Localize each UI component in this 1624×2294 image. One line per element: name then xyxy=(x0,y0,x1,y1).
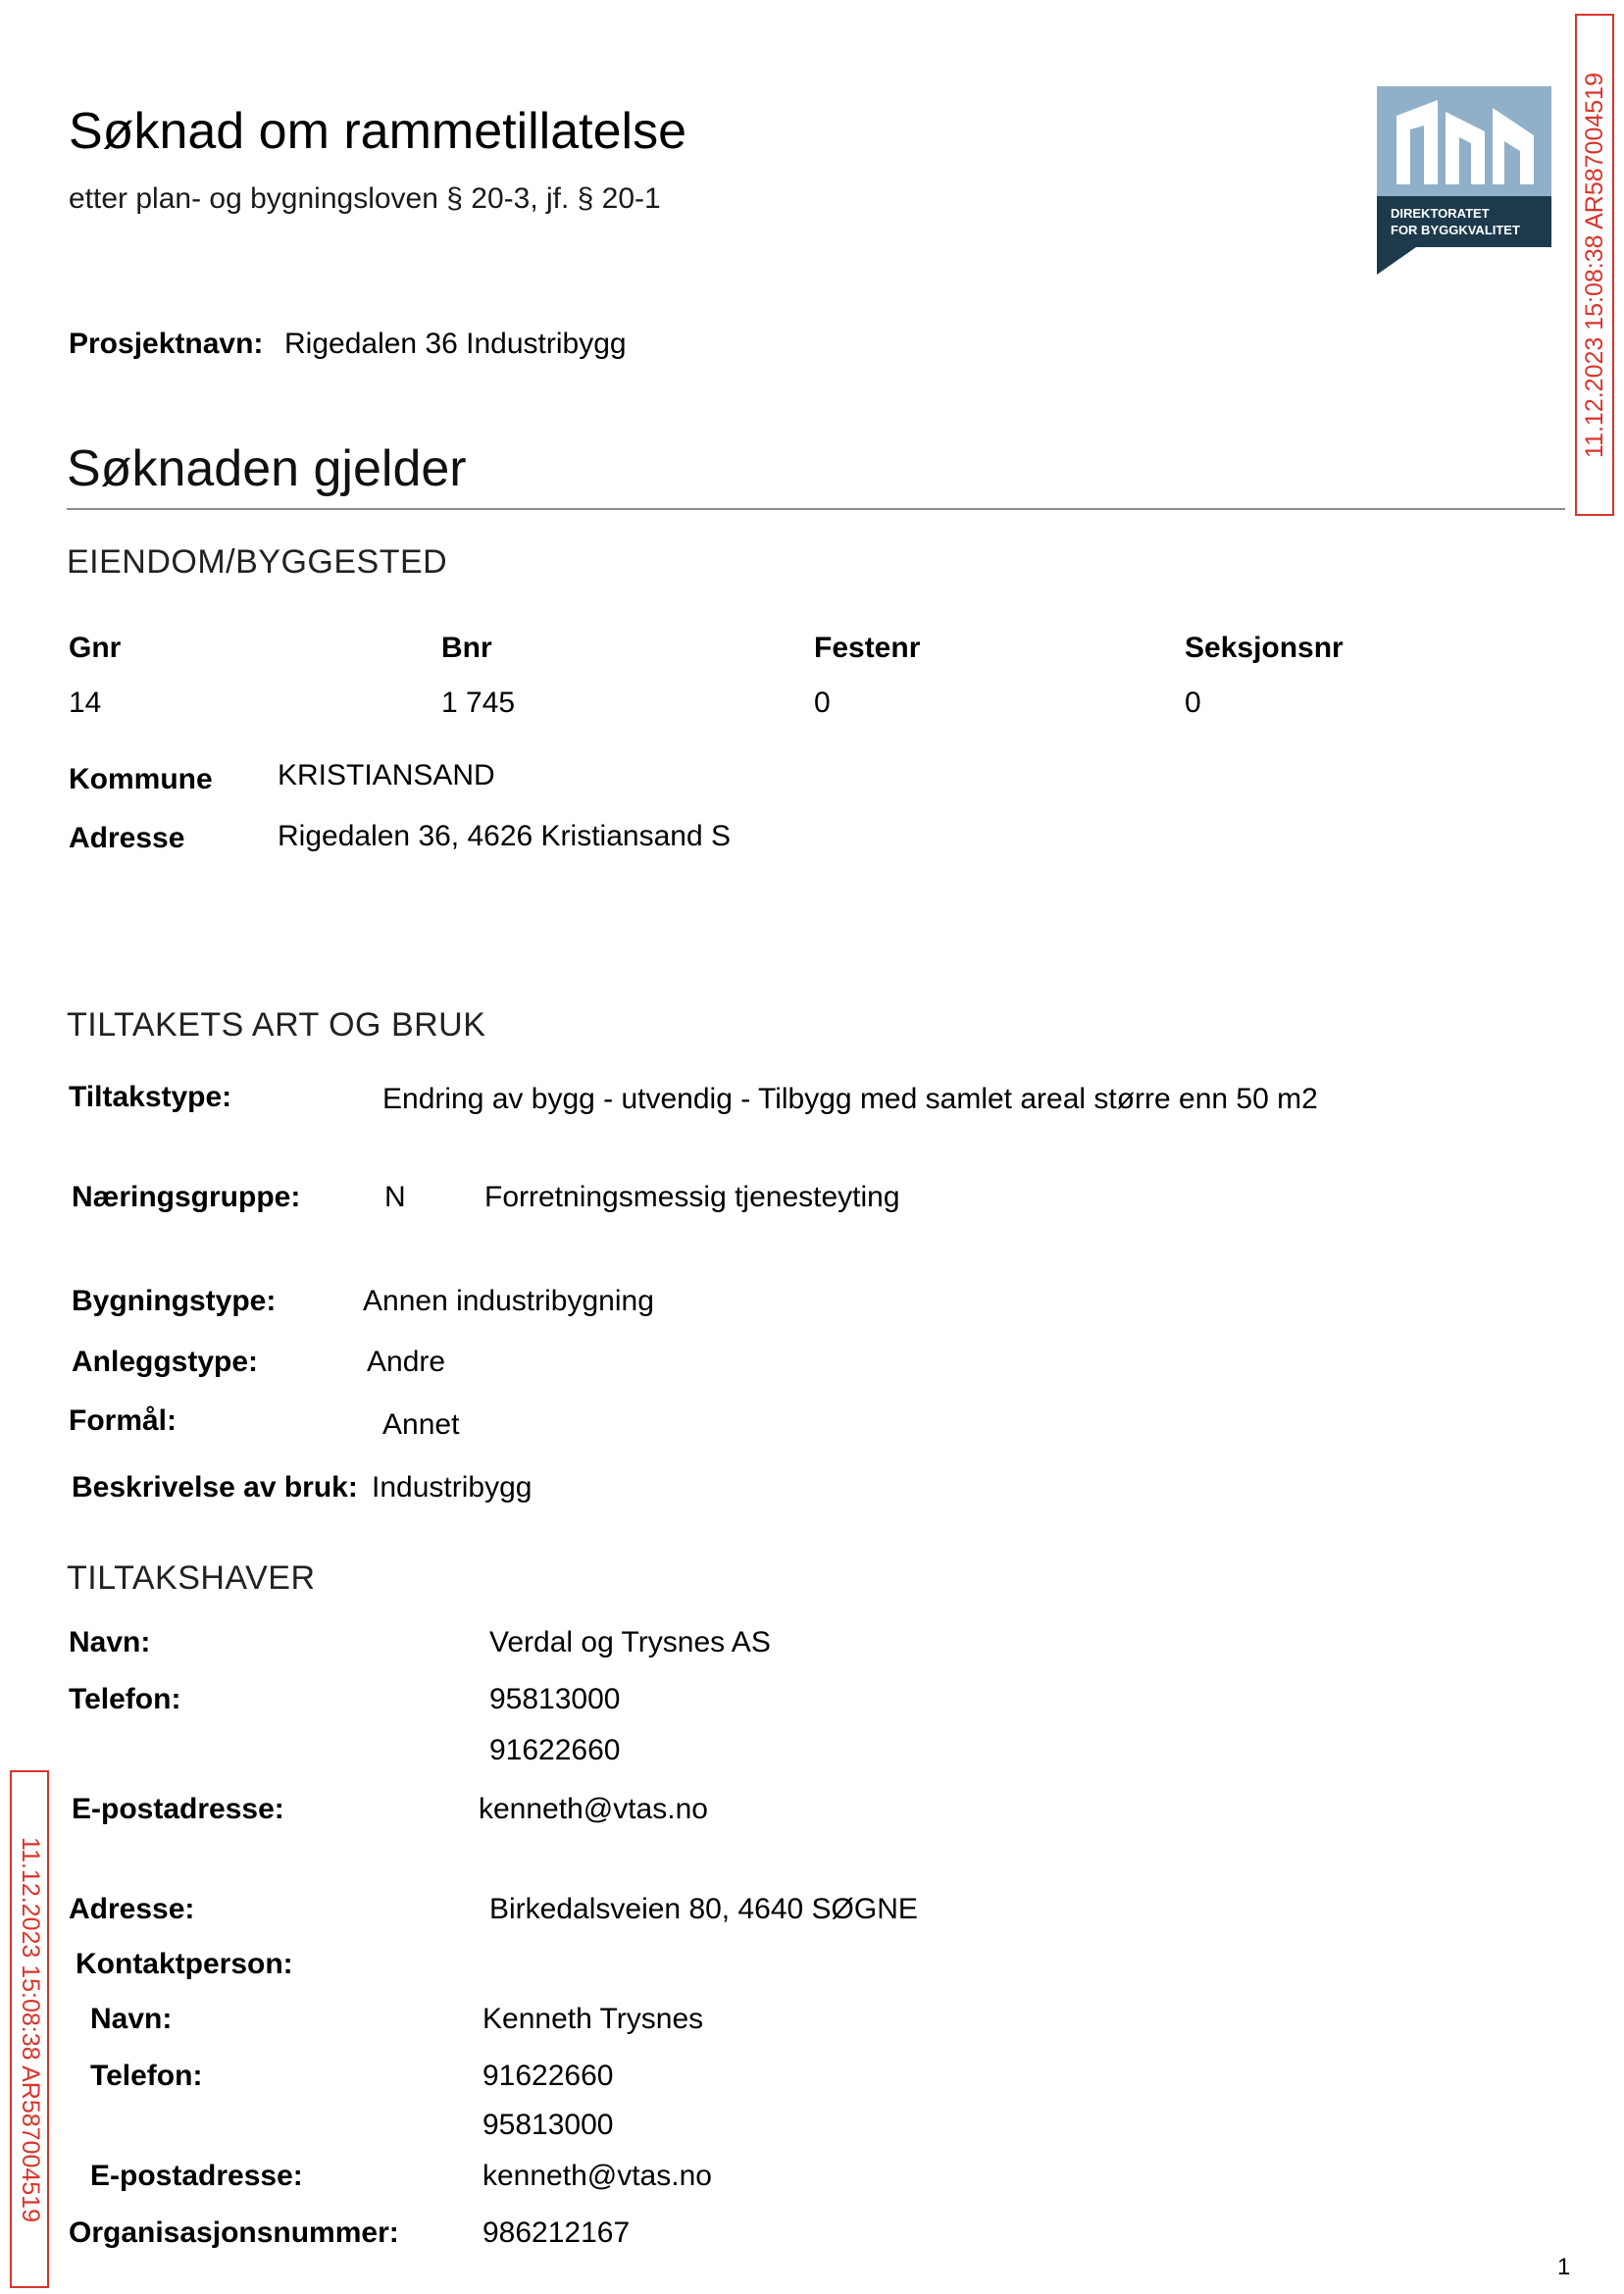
section-title: Søknaden gjelder xyxy=(67,440,467,497)
kontakt-navn-value: Kenneth Trysnes xyxy=(482,2003,704,2035)
bnr-label: Bnr xyxy=(441,632,492,664)
page-number: 1 xyxy=(1557,2254,1571,2280)
logo-building-icon xyxy=(1377,86,1551,196)
gnr-value: 14 xyxy=(69,687,102,719)
kontakt-telefon-2: 95813000 xyxy=(482,2109,614,2141)
naeringsgruppe-code: N xyxy=(384,1181,406,1213)
anleggstype-label: Anleggstype: xyxy=(72,1346,259,1378)
organisasjonsnummer-value: 986212167 xyxy=(482,2217,631,2249)
festenr-value: 0 xyxy=(814,687,831,719)
adresse-label: Adresse xyxy=(69,822,185,854)
kommune-value: KRISTIANSAND xyxy=(278,759,495,791)
archive-stamp-left: 11.12.2023 15:08:38 AR587004519 xyxy=(10,1770,49,2288)
tiltakshaver-heading: TILTAKSHAVER xyxy=(67,1559,316,1597)
tiltakshaver-telefon-2: 91622660 xyxy=(489,1734,621,1766)
tiltakstype-value: Endring av bygg - utvendig - Tilbygg med samlet areal større enn 50 m2 xyxy=(382,1083,1318,1115)
gnr-label: Gnr xyxy=(69,632,122,664)
logo-building-mark xyxy=(1377,86,1551,196)
tiltakshaver-epost-value: kenneth@vtas.no xyxy=(479,1793,708,1825)
tiltakstype-label: Tiltakstype: xyxy=(69,1081,232,1113)
project-value: Rigedalen 36 Industribygg xyxy=(284,328,627,360)
tiltak-heading: TILTAKETS ART OG BRUK xyxy=(67,1006,486,1044)
seksjonsnr-label: Seksjonsnr xyxy=(1185,632,1344,664)
bruk-value: Industribygg xyxy=(372,1471,533,1504)
seksjonsnr-value: 0 xyxy=(1185,687,1201,719)
logo-text: DIREKTORATET FOR BYGGKVALITET xyxy=(1377,196,1551,247)
bygningstype-value: Annen industribygning xyxy=(363,1285,654,1317)
festenr-label: Festenr xyxy=(814,632,921,664)
anleggstype-value: Andre xyxy=(367,1346,446,1378)
tiltakshaver-telefon-1: 95813000 xyxy=(489,1683,621,1715)
logo-flag xyxy=(1377,247,1416,275)
kontakt-epost-value: kenneth@vtas.no xyxy=(482,2160,712,2192)
bruk-label: Beskrivelse av bruk: xyxy=(72,1471,358,1504)
organisasjonsnummer-label: Organisasjonsnummer: xyxy=(69,2217,399,2249)
kontakt-epost-label: E-postadresse: xyxy=(90,2160,303,2192)
bygningstype-label: Bygningstype: xyxy=(72,1285,277,1317)
eiendom-heading: EIENDOM/BYGGESTED xyxy=(67,543,448,581)
tiltakshaver-adresse-label: Adresse: xyxy=(69,1893,195,1925)
tiltakshaver-telefon-label: Telefon: xyxy=(69,1683,181,1715)
archive-stamp-top: 11.12.2023 15:08:38 AR587004519 xyxy=(1575,14,1614,516)
adresse-value: Rigedalen 36, 4626 Kristiansand S xyxy=(278,820,731,852)
kontakt-navn-label: Navn: xyxy=(90,2003,173,2035)
kontaktperson-label: Kontaktperson: xyxy=(76,1948,293,1980)
tiltakshaver-navn-label: Navn: xyxy=(69,1626,151,1658)
naeringsgruppe-label: Næringsgruppe: xyxy=(72,1181,301,1213)
kontakt-telefon-label: Telefon: xyxy=(90,2060,203,2092)
tiltakshaver-adresse-value: Birkedalsveien 80, 4640 SØGNE xyxy=(489,1893,918,1925)
formal-value: Annet xyxy=(382,1408,460,1441)
kontakt-telefon-1: 91622660 xyxy=(482,2060,614,2092)
tiltakshaver-navn-value: Verdal og Trysnes AS xyxy=(489,1626,771,1658)
dibk-logo xyxy=(1377,86,1551,275)
kommune-label: Kommune xyxy=(69,763,213,795)
section-divider xyxy=(67,508,1565,510)
bnr-value: 1 745 xyxy=(441,687,516,719)
formal-label: Formål: xyxy=(69,1404,178,1437)
project-label: Prosjektnavn: xyxy=(69,328,264,360)
document-title: Søknad om rammetillatelse xyxy=(69,103,686,160)
tiltakshaver-epost-label: E-postadresse: xyxy=(72,1793,284,1825)
naeringsgruppe-value: Forretningsmessig tjenesteyting xyxy=(484,1181,900,1213)
document-subtitle: etter plan- og bygningsloven § 20-3, jf. § 20-1 xyxy=(69,182,661,215)
